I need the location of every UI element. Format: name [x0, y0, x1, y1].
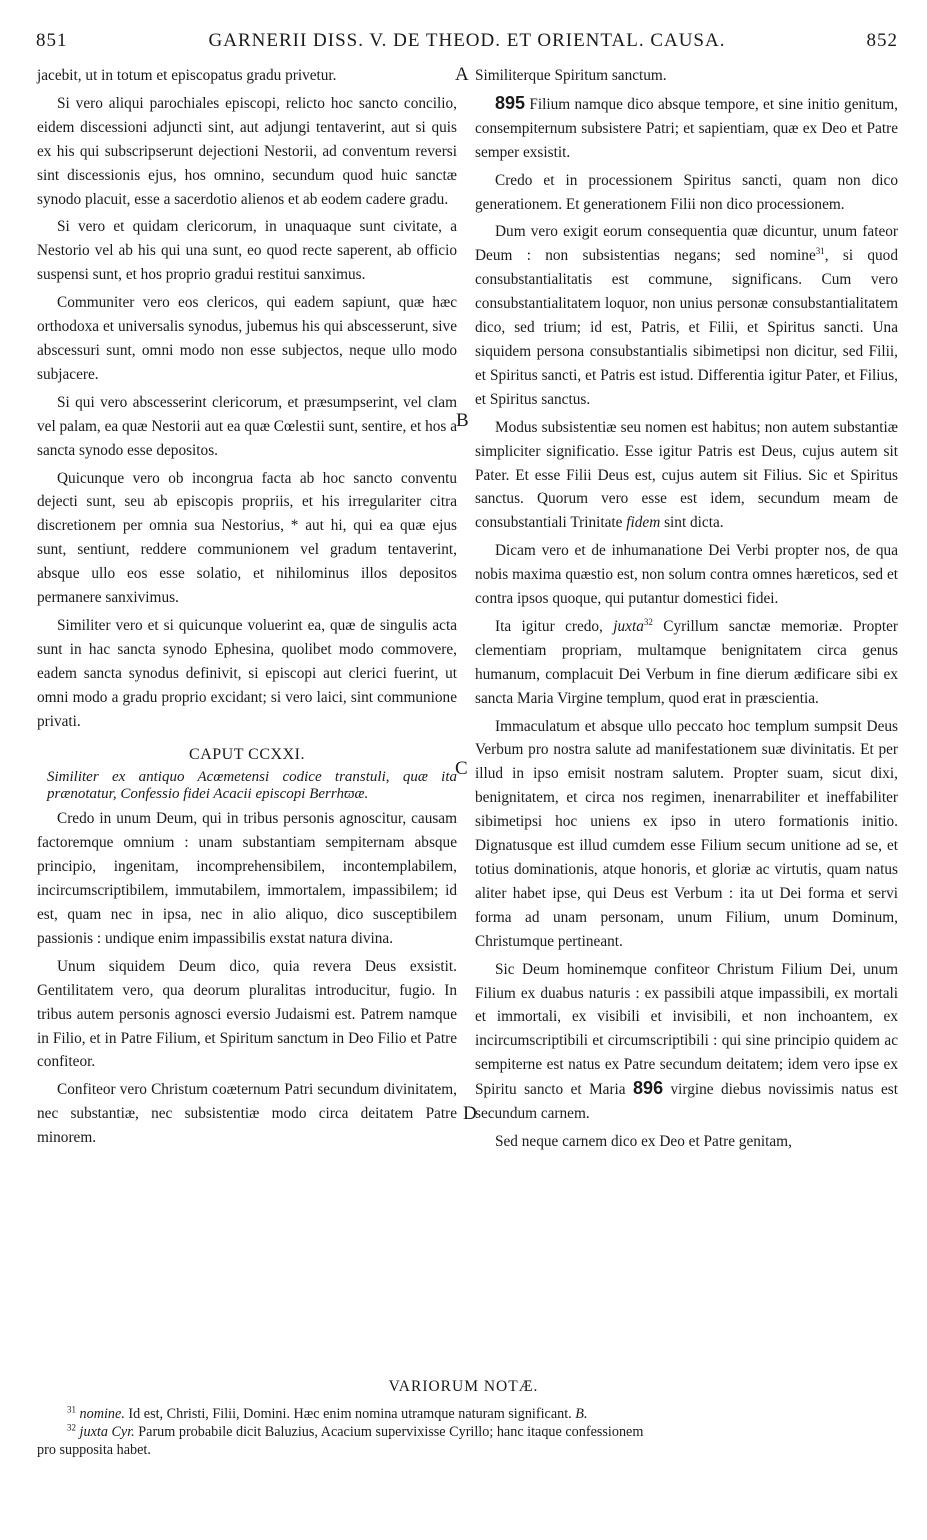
paragraph	[475, 958, 898, 1126]
paragraph: Quicunque vero ob incongrua facta ab hoc sancto conventu dejecti sunt, seu ab episcopis propriis, et his irregulariter citra discretionem per omnia sua Nestorius, * aut hi, qui ea quæ ejus sunt, sentiunt, reddere communionem vel gradum tentaverint, absque ullo eos esse solatio, et nihilominus illos depositos permanere sanxivimus.	[37, 469, 457, 607]
paragraph: Similiter vero et si quicunque voluerint ea, quæ de singulis acta sunt in hac sancta synodo Ephesina, quolibet modo commovere, eadem sancta synodus definivit, si episcopi aut clerici fuerint, ut omni modo a gradu proprio excidant; si vero laici, sint communione privati.	[37, 616, 457, 730]
paragraph: jacebit, ut in totum et episcopatus gradu privetur.	[37, 67, 337, 84]
paragraph: Si vero et quidam clericorum, in unaquaque sunt civitate, a Nestorio vel ab his qui una sunt, eo quod recte saperent, ab officio suspensi sunt, et hos proprio gradui restitui sanximus.	[37, 218, 457, 284]
footnotes	[37, 1405, 899, 1459]
paragraph	[475, 220, 898, 411]
footnote-continuation: pro supposita habet.	[37, 1442, 151, 1458]
paragraph: Credo in unum Deum, qui in tribus personis agnoscitur, causam factoremque omnium : unam substantiam sempiternam absque principio, ingenitam, incomprehensibilem, incontemplabilem, incircumscriptibilem, immutabilem, immortalem, impassibilem; id est, quam nec in ipsa, nec in alio aliquo, dico susceptibilem passionis : undique enim impassibilis exstat natura divina.	[37, 810, 457, 947]
paragraph-text: Dum vero exigit eorum consequentia quæ dicuntur, unum fateor Deum : non subsistentias negans; sed nomine	[475, 223, 898, 265]
footnote-text: Parum probabile dicit Baluzius, Acacium supervixisse Cyrillo; hanc itaque confessionem	[138, 1424, 644, 1440]
paragraph-text: Ita igitur credo,	[495, 617, 603, 635]
footnote-text: Id est, Christi, Filii, Domini. Hæc enim nomina utramque naturam significant.	[128, 1406, 572, 1422]
paragraph: Si vero aliqui parochiales episcopi, relicto hoc sancto concilio, eidem discessioni adjuncti sint, aut adjungi tentaverint, aut si quis ex his qui subscripserunt dejectioni Nestorii, ad conventum reversi sint discessionis ejus, hos omnino, secundum quod huic sanctæ synodo placuit, esse a sacerdotio alienos et ab eodem cadere gradu.	[37, 94, 457, 208]
notes-title: VARIORUM NOTÆ.	[388, 1378, 539, 1395]
paragraph: Dicam vero et de inhumanatione Dei Verbi propter nos, de qua nobis maxima quæstio est, non solum contra omnes hæreticos, sed et contra ipsos quoque, qui putantur domestici fidei.	[475, 542, 898, 608]
paragraph: Si qui vero abscesserint clericorum, et præsumpserint, vel clam vel palam, ea quæ Nestorii aut ea quæ Cœlestii sunt, sentire, et hos a sancta synodo esse depositos.	[37, 393, 457, 459]
note-ref[interactable]: 32	[643, 616, 653, 627]
paragraph	[475, 615, 898, 711]
footnote-lemma: juxta Cyr.	[79, 1424, 135, 1440]
paragraph	[475, 92, 898, 165]
margin-letter-a: A	[455, 64, 469, 85]
paragraph: Confiteor vero Christum coæternum Patri secundum divinitatem, nec substantiæ, nec subsistentiæ modo circa deitatem Patre minorem.	[37, 1081, 457, 1147]
page-number-right: 852	[866, 30, 898, 51]
margin-letter-c: C	[455, 758, 468, 779]
paragraph-text: Filium namque dico absque tempore, et sine initio genitum, consempiternum subsistere Patri; et sapientiam, quæ ex Deo et Patre semper exsistit.	[475, 95, 898, 161]
footnote-number: 32	[67, 1422, 76, 1433]
italic-word: juxta	[613, 617, 644, 635]
right-column	[475, 64, 898, 1158]
chapter-subtitle: Similiter ex antiquo Acœmetensi codice transtuli, quæ ita prænotatur, Confessio fidei Acacii episcopi Berrhϖæ.	[47, 769, 457, 803]
paragraph-text: Sic Deum hominemque confiteor Christum Filium Dei, unum Filium ex duabus naturis : ex passibili atque impassibili, ex mortali et immortali, ex visibili et invisibili, et non inchoantem, ex incircumscriptibili et circumscriptibili : qui sine principio quidem ac sempiterne est natus ex Patre secundum deitatem; idem vero ipse ex Spiritu sancto et Maria	[475, 960, 898, 1099]
paragraph-text: sint dicta.	[664, 514, 724, 532]
marginal-column-number: 896	[633, 1078, 664, 1099]
paragraph-text: , si quod consubstantialitatis est commune, significans. Cum vero consubstantialitatem loquor, non unius personæ consubstantialitatem dico, sed trium; id est, Patris, et Filii, et Spiritus sancti. Una siquidem persona consubstantialis sibimetipsi non dicitur, sed Filii, et Spiritus sancti, et Patris est istud. Differentia igitur Pater, et Filius, et Spiritus sanctus.	[475, 247, 898, 408]
running-title: GARNERII DISS. V. DE THEOD. ET ORIENTAL. CAUSA.	[208, 30, 726, 51]
footnote	[37, 1423, 899, 1441]
italic-word: fidem	[626, 514, 661, 532]
paragraph: Similiterque Spiritum sanctum.	[475, 67, 667, 84]
footnote	[37, 1405, 899, 1423]
footnote-signature: B.	[575, 1406, 588, 1422]
paragraph: Unum siquidem Deum dico, quia revera Deus exsistit. Gentilitatem vero, qua deorum pluralitas introducitur, fugio. In tribus autem personis agnosci eversio Judaismi est. Patrem namque in Filio, et in Patre Filium, et Spiritum sanctum in Deo Filio et Patre confiteor.	[37, 957, 457, 1071]
paragraph: Credo et in processionem Spiritus sancti, quam non dico generationem. Et generationem Filii non dico processionem.	[475, 171, 898, 213]
margin-letter-d: D	[463, 1103, 477, 1124]
chapter-title: CAPUT CCXXI.	[189, 746, 305, 764]
marginal-column-number: 895	[495, 92, 526, 113]
left-column	[37, 64, 457, 1154]
page-number-left: 851	[36, 30, 68, 51]
paragraph: Communiter vero eos clericos, qui eadem sapiunt, quæ hæc orthodoxa et universalis synodus, jubemus his qui abscesserunt, sive abscessuri sunt, omni modo non esse subjectos, neque ullo modo subjacere.	[37, 294, 457, 383]
running-header	[36, 30, 898, 56]
margin-letter-b: B	[456, 410, 469, 431]
paragraph-text: Modus subsistentiæ seu nomen est habitus; non autem substantiæ simpliciter significatio. Esse igitur Patris est Deus, cujus autem sit Pater. Et esse Filii Deus est, cujus autem sit Filius. Sic et Spiritus sanctus. Quorum vero esse est idem, secundum meam de consubstantiali Trinitate	[475, 418, 898, 532]
note-ref[interactable]: 31	[815, 246, 825, 257]
footnote-number: 31	[67, 1404, 76, 1415]
paragraph: Immaculatum et absque ullo peccato hoc templum sumpsit Deus Verbum pro nostra salute ad manifestationem suæ divinitatis. Et per illud in ipso emisit nostram salutem. Propter suam, sicut dixi, benignitatem, et circa nos regimen, inenarrabiliter et ineffabiliter sibimetipsi hoc uniens ex ipso in utero formationis initio. Dignatusque est illud cumdem esse Filium secum unitione ad se, et totius dominationis, atque honoris, et gloriæ ac virtutis, quam natus aliter habet ipse, qui Deus est Verbum : ita ut Dei forma et servi forma ad unam personam, unum Filium, unum Dominum, Christumque pertineant.	[475, 717, 898, 950]
paragraph-text: virgine diebus novissimis natus est secundum carnem.	[475, 1081, 898, 1123]
paragraph-text: Cyrillum sanctæ memoriæ. Propter clementiam propriam, multamque benignitatem circa genus humanum, complacuit Dei Verbum in fine dierum ædificare sibi ex sancta Maria Virgine templum, quod erat in præscientia.	[475, 617, 898, 707]
footnote-lemma: nomine.	[79, 1406, 125, 1422]
paragraph	[475, 416, 898, 536]
paragraph: Sed neque carnem dico ex Deo et Patre genitam,	[495, 1132, 792, 1150]
